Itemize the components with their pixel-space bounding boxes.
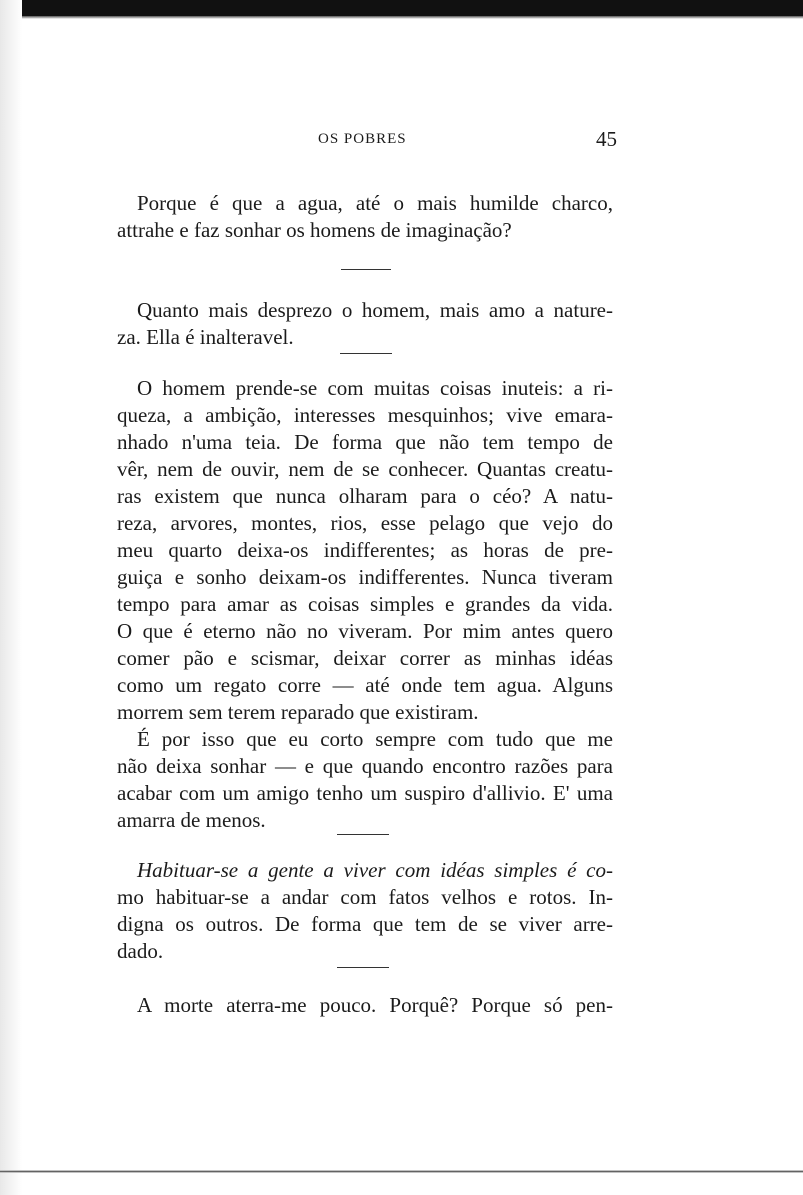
paragraph-line: como um regato corre — até onde tem agua. Alguns	[117, 673, 613, 697]
running-head	[0, 127, 803, 153]
paragraph-1	[117, 190, 613, 244]
scan-bottom-edge	[0, 1170, 803, 1173]
paragraph-4	[117, 726, 613, 834]
paragraph-line: dado.	[117, 939, 164, 963]
paragraph-line: za. Ella é inalteravel.	[117, 325, 294, 349]
paragraph-line: nhado n'uma teia. De forma que não tem tempo de	[117, 430, 613, 454]
paragraph-line: tempo para amar as coisas simples e grandes da vida.	[117, 592, 613, 616]
paragraph-line: digna os outros. De forma que tem de se viver arre-	[117, 912, 613, 936]
paragraph-line: amarra de menos.	[117, 808, 266, 832]
paragraph-line: O que é eterno não no viveram. Por mim antes quero	[117, 619, 613, 643]
paragraph-line: A morte aterra-me pouco. Porquê? Porque só pen-	[137, 993, 613, 1017]
paragraph-line: queza, a ambição, interesses mesquinhos; vive emara-	[117, 403, 613, 427]
paragraph-line: É por isso que eu corto sempre com tudo que me	[137, 727, 613, 751]
paragraph-line: reza, arvores, montes, rios, esse pelago que vejo do	[117, 511, 613, 535]
paragraph-line: attrahe e faz sonhar os homens de imaginação?	[117, 218, 512, 242]
paragraph-line: comer pão e scismar, deixar correr as minhas idéas	[117, 646, 613, 670]
section-separator	[337, 967, 389, 968]
paragraph-2	[117, 297, 613, 351]
section-separator	[341, 269, 391, 270]
running-head-title: OS POBRES	[318, 131, 407, 147]
paragraph-line: Habituar-se a gente a viver com idéas simples é co-	[137, 858, 613, 882]
paragraph-line: mo habituar-se a andar com fatos velhos e rotos. In-	[117, 885, 613, 909]
paragraph-line: Porque é que a agua, até o mais humilde charco,	[137, 191, 613, 215]
section-separator	[337, 834, 389, 835]
paragraph-line: morrem sem terem reparado que existiram.	[117, 700, 479, 724]
paragraph-3	[117, 375, 613, 726]
paragraph-6	[117, 992, 613, 1019]
scan-top-border	[0, 0, 803, 16]
scan-top-shadow	[0, 16, 803, 19]
paragraph-line: O homem prende-se com muitas coisas inuteis: a ri-	[137, 376, 613, 400]
paragraph-line: ras existem que nunca olharam para o céo? A natu-	[117, 484, 613, 508]
paragraph-line: não deixa sonhar — e que quando encontro razões para	[117, 754, 613, 778]
paragraph-5	[117, 857, 613, 965]
paragraph-line: meu quarto deixa-os indifferentes; as horas de pre-	[117, 538, 613, 562]
section-separator	[340, 353, 392, 354]
paragraph-line: Quanto mais desprezo o homem, mais amo a nature-	[137, 298, 613, 322]
paragraph-line: guiça e sonho deixam-os indifferentes. Nunca tiveram	[117, 565, 613, 589]
page-number: 45	[596, 127, 617, 151]
scan-left-edge	[0, 0, 22, 1195]
paragraph-line: acabar com um amigo tenho um suspiro d'allivio. E' uma	[117, 781, 613, 805]
paragraph-line: vêr, nem de ouvir, nem de se conhecer. Quantas creatu-	[117, 457, 613, 481]
